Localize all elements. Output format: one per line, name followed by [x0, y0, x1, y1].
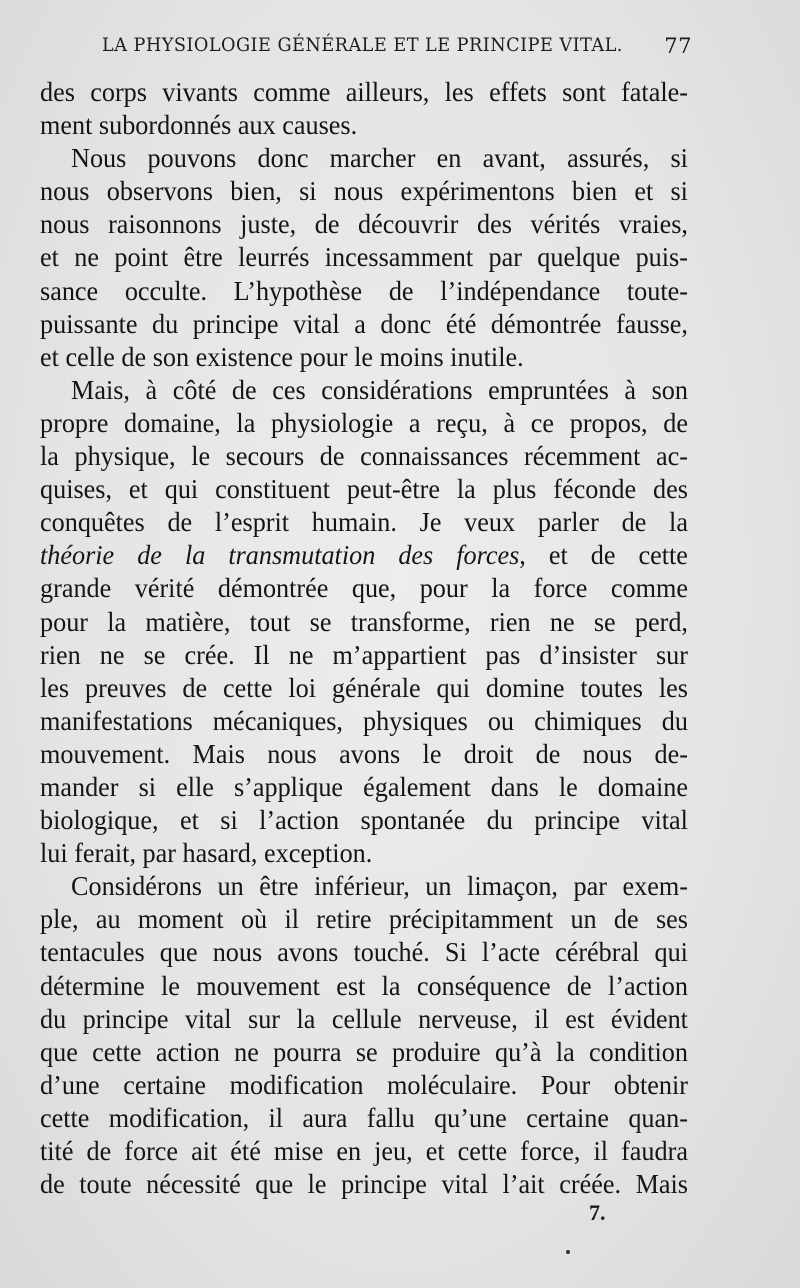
text-line: les preuves de cette loi générale qui domine toutes les — [40, 672, 688, 703]
signature-mark: 7. — [589, 1200, 606, 1225]
text-line: conquêtes de l’esprit humain. Je veux parler de la — [40, 507, 688, 538]
text-line: Mais, à côté de ces considérations empruntées à son — [71, 374, 688, 405]
text-fragment: , et de cette — [519, 540, 688, 571]
text-line: quises, et qui constituent peut-être la plus féconde des — [40, 474, 688, 505]
text-line: rien ne se crée. Il ne m’appartient pas d’insister sur — [40, 639, 688, 670]
text-line: et ne point être leurrés incessamment par quelque puis- — [40, 242, 688, 273]
text-line: et celle de son existence pour le moins inutile. — [40, 341, 524, 372]
text-line: sance occulte. L’hypothèse de l’indépendance toute- — [40, 275, 688, 306]
page-header — [102, 34, 692, 64]
text-line: du principe vital sur la cellule nerveuse, il est évident — [40, 1003, 688, 1034]
text-line: pour la matière, tout se transforme, rien ne se perd, — [40, 606, 688, 637]
text-line: cette modification, il aura fallu qu’une certaine quan- — [40, 1102, 688, 1133]
text-line: mouvement. Mais nous avons le droit de nous de- — [40, 738, 688, 769]
text-line: propre domaine, la physiologie a reçu, à ce propos, de — [40, 407, 688, 438]
text-line: détermine le mouvement est la conséquence de l’action — [40, 970, 688, 1001]
text-line: nous raisonnons juste, de découvrir des vérités vraies, — [40, 209, 688, 240]
text-line: de toute nécessité que le principe vital l’ait créée. Mais — [40, 1169, 688, 1200]
text-line: Nous pouvons donc marcher en avant, assurés, si — [71, 143, 688, 174]
text-line: tentacules que nous avons touché. Si l’acte cérébral qui — [40, 937, 688, 968]
ink-speck — [566, 1250, 570, 1254]
text-line: ment subordonnés aux causes. — [40, 110, 358, 141]
text-line: des corps vivants comme ailleurs, les effets sont fatale- — [40, 77, 688, 107]
text-line: la physique, le secours de connaissances récemment ac- — [40, 441, 688, 472]
page-number: 77 — [664, 34, 692, 58]
text-line: biologique, et si l’action spontanée du principe vital — [40, 805, 688, 836]
body-text — [40, 76, 688, 1201]
italic-phrase: théorie de la transmutation des forces — [40, 540, 520, 571]
text-line: puissante du principe vital a donc été démontrée fausse, — [40, 308, 688, 339]
text-line: mander si elle s’applique également dans le domaine — [40, 771, 688, 802]
text-line: ple, au moment où il retire précipitamment un de ses — [40, 904, 688, 935]
text-line — [40, 539, 688, 572]
text-line: Considérons un être inférieur, un limaçon, par exem- — [71, 871, 688, 902]
running-title: LA PHYSIOLOGIE GÉNÉRALE ET LE PRINCIPE VITAL. — [102, 34, 623, 56]
text-line: d’une certaine modification moléculaire. Pour obtenir — [40, 1069, 688, 1100]
text-line: lui ferait, par hasard, exception. — [40, 838, 373, 869]
text-line: que cette action ne pourra se produire qu’à la condition — [40, 1036, 688, 1067]
text-line: manifestations mécaniques, physiques ou chimiques du — [40, 705, 688, 736]
text-line: nous observons bien, si nous expérimentons bien et si — [40, 176, 688, 207]
text-line: tité de force ait été mise en jeu, et cette force, il faudra — [40, 1136, 688, 1166]
text-line: grande vérité démontrée que, pour la force comme — [40, 573, 688, 604]
